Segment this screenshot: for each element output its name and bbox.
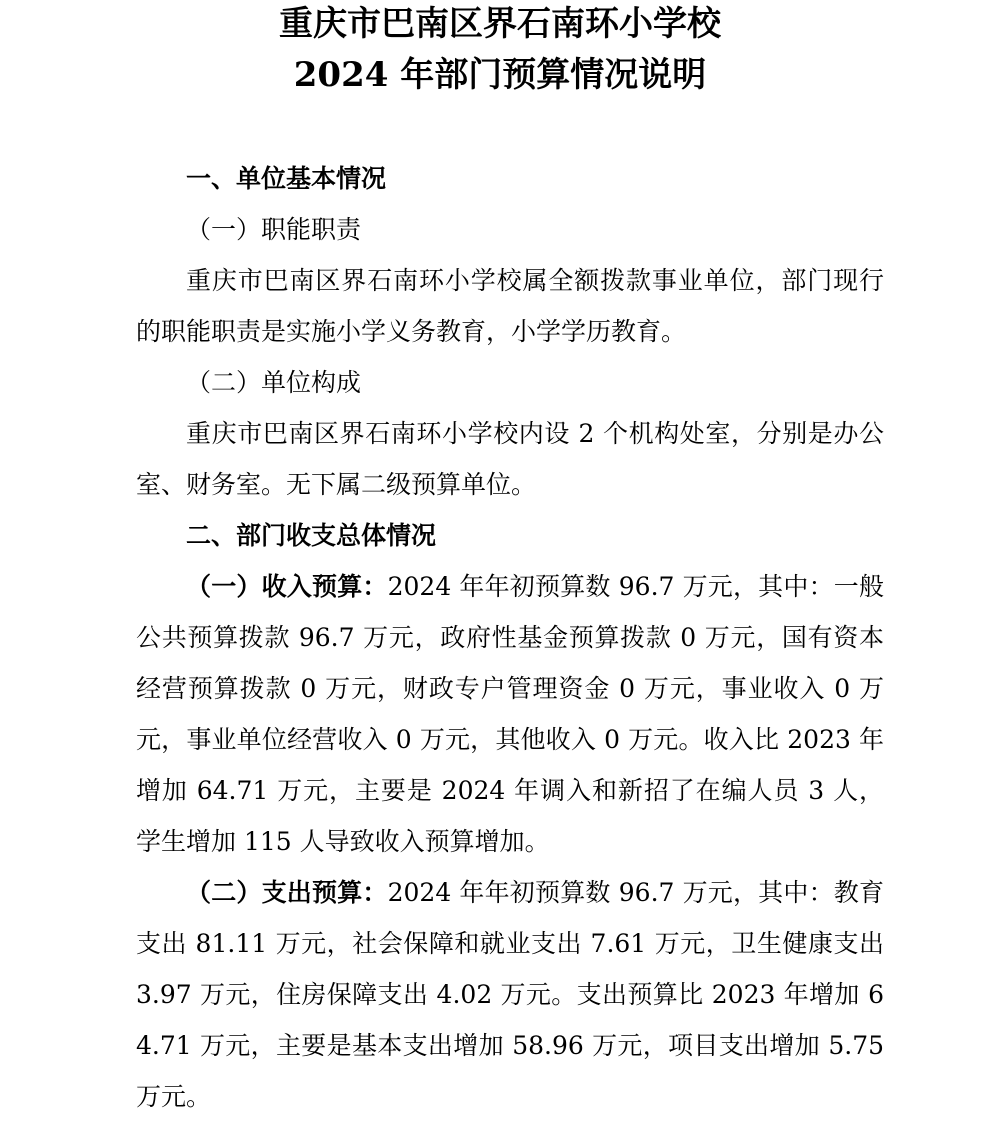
- paragraph-composition: 重庆市巴南区界石南环小学校内设 2 个机构处室，分别是办公室、财务室。无下属二级预算单位。: [136, 419, 884, 499]
- subsection-heading-duties: （一）职能职责: [186, 215, 362, 244]
- expenditure-budget-text: 2024 年年初预算数 96.7 万元，其中：教育支出 81.11 万元，社会保障和就业支出 7.61 万元，卫生健康支出 3.97 万元，住房保障支出 4.02 万元。支出预算比 2023 年增加 64.71 万元，主要是基本支出增加 58.96 万元，项目支出增加 5.75 万元。: [136, 878, 884, 1111]
- document-title-line2: 2024 年部门预算情况说明: [293, 55, 707, 95]
- income-budget-text: 2024 年年初预算数 96.7 万元，其中：一般公共预算拨款 96.7 万元，政府性基金预算拨款 0 万元，国有资本经营预算拨款 0 万元，财政专户管理资金 0 万元，事业收入 0 万元，事业单位经营收入 0 万元，其他收入 0 万元。收入比 2023 年增加 64.71 万元，主要是 2024 年调入和新招了在编人员 3 人，学生增加 115 人导致收入预算增加。: [136, 572, 884, 856]
- paragraph-expenditure-budget: [136, 867, 884, 1122]
- section-heading-basic-info: 一、单位基本情况: [186, 164, 387, 193]
- section-heading-revenue-expenditure: 二、部门收支总体情况: [186, 521, 437, 550]
- paragraph-income-budget: [136, 561, 884, 867]
- document-title-line1: 重庆市巴南区界石南环小学校: [279, 4, 721, 44]
- paragraph-duties: 重庆市巴南区界石南环小学校属全额拨款事业单位，部门现行的职能职责是实施小学义务教育，小学学历教育。: [136, 266, 884, 346]
- subsection-heading-composition: （二）单位构成: [186, 368, 362, 397]
- expenditure-budget-label: （二）支出预算：: [186, 878, 388, 907]
- income-budget-label: （一）收入预算：: [186, 572, 388, 601]
